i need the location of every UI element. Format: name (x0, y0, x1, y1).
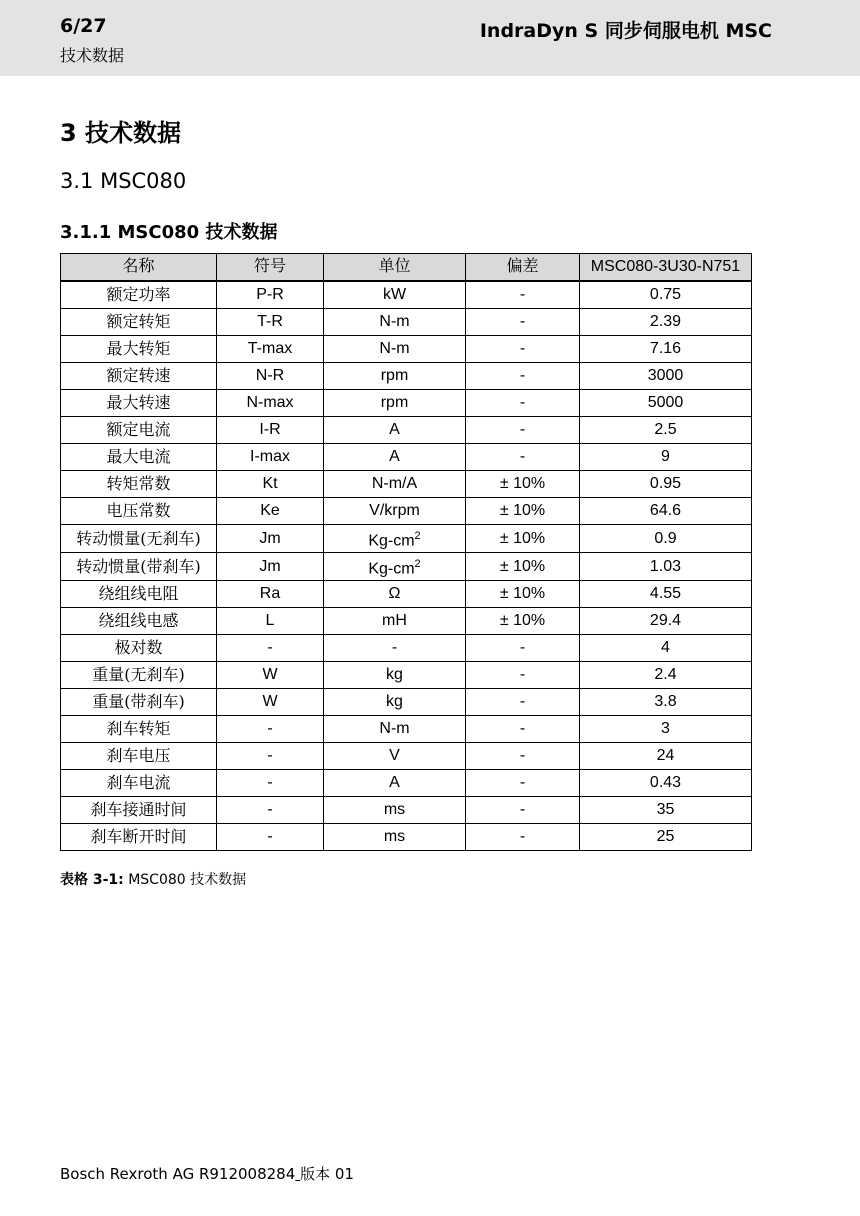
cell-name (61, 824, 217, 851)
cell-unit (324, 689, 466, 716)
cell-value-text: 64.6 (649, 502, 682, 519)
table-row (61, 363, 752, 390)
cell-tolerance-text: ± 10% (499, 585, 546, 602)
table-row (61, 390, 752, 417)
cell-value (580, 716, 752, 743)
cell-tolerance (466, 553, 580, 581)
cell-value-text: 25 (656, 828, 675, 845)
cell-tolerance-text: - (519, 639, 526, 656)
cell-value (580, 363, 752, 390)
cell-value (580, 770, 752, 797)
cell-tolerance (466, 444, 580, 471)
cell-symbol-text: Jm (259, 529, 281, 547)
cell-value-text: 29.4 (649, 612, 682, 629)
cell-tolerance (466, 635, 580, 662)
cell-symbol (217, 525, 324, 553)
cell-unit-text: - (391, 639, 398, 656)
cell-unit (324, 525, 466, 553)
cell-symbol-text: W (262, 666, 278, 683)
cell-tolerance-text: - (519, 448, 526, 465)
cell-tolerance-text: - (519, 367, 526, 384)
cell-name-text: 电压常数 (106, 501, 171, 520)
technical-data-table (60, 253, 752, 851)
cell-value (580, 444, 752, 471)
cell-name-text: 绕组线电阻 (98, 584, 179, 603)
cell-unit-text: N-m (379, 313, 410, 330)
cell-unit-text: A (389, 421, 400, 438)
cell-value-text: 5000 (647, 394, 684, 411)
cell-value (580, 525, 752, 553)
cell-value (580, 309, 752, 336)
cell-name-text: 刹车接通时间 (90, 800, 187, 819)
cell-name-text: 极对数 (114, 638, 163, 657)
cell-value-text: 7.16 (649, 340, 682, 357)
table-row (61, 417, 752, 444)
cell-unit-text: V (389, 747, 400, 764)
table-row (61, 770, 752, 797)
table-row (61, 716, 752, 743)
cell-unit-text: Kg-cm (368, 560, 415, 578)
chapter-heading: 3 技术数据 (60, 119, 182, 147)
cell-name (61, 336, 217, 363)
cell-tolerance (466, 743, 580, 770)
cell-tolerance (466, 770, 580, 797)
cell-unit (324, 498, 466, 525)
cell-unit (324, 471, 466, 498)
cell-unit (324, 553, 466, 581)
column-header-name: 名称 (61, 254, 217, 282)
cell-value-text: 0.43 (649, 774, 682, 791)
cell-value (580, 608, 752, 635)
cell-symbol (217, 363, 324, 390)
cell-tolerance (466, 363, 580, 390)
cell-symbol (217, 581, 324, 608)
cell-tolerance-text: - (519, 313, 526, 330)
page-header (0, 0, 860, 76)
table-row (61, 662, 752, 689)
cell-symbol (217, 635, 324, 662)
cell-value-text: 24 (656, 747, 675, 764)
cell-name-text: 刹车电流 (106, 773, 171, 792)
cell-tolerance-text: - (519, 693, 526, 710)
cell-unit-text: N-m (379, 340, 410, 357)
cell-value-text: 2.39 (649, 313, 682, 330)
cell-value-text: 3.8 (654, 693, 677, 710)
cell-unit-text: Ω (388, 585, 401, 602)
caption-label: 表格 3-1: (60, 872, 124, 888)
cell-symbol-text: P-R (256, 286, 284, 303)
cell-tolerance-text: - (519, 340, 526, 357)
table-row (61, 635, 752, 662)
cell-tolerance-text: - (519, 666, 526, 683)
cell-name (61, 281, 217, 309)
table-header-row (61, 254, 752, 282)
cell-value-text: 9 (661, 448, 670, 465)
cell-symbol (217, 498, 324, 525)
cell-symbol (217, 716, 324, 743)
cell-value (580, 797, 752, 824)
footer-edition: 版本 01 (300, 1165, 354, 1183)
cell-tolerance (466, 716, 580, 743)
cell-tolerance-text: - (519, 801, 526, 818)
cell-name (61, 608, 217, 635)
cell-tolerance (466, 390, 580, 417)
cell-unit-text: N-m (379, 720, 410, 737)
cell-symbol (217, 390, 324, 417)
cell-name (61, 417, 217, 444)
cell-name (61, 525, 217, 553)
cell-name (61, 662, 217, 689)
cell-unit (324, 635, 466, 662)
cell-symbol (217, 471, 324, 498)
cell-unit-text: V/krpm (369, 502, 420, 519)
unit-superscript: 2 (414, 529, 421, 542)
footer-publisher: Bosch Rexroth AG R912008284 (60, 1165, 296, 1183)
cell-symbol (217, 336, 324, 363)
cell-name (61, 498, 217, 525)
cell-tolerance-text: ± 10% (499, 557, 546, 575)
cell-name-text: 绕组线电感 (98, 611, 179, 630)
cell-tolerance-text: ± 10% (499, 475, 546, 492)
cell-value (580, 281, 752, 309)
cell-unit-text: kg (386, 693, 403, 710)
cell-value-text: 0.9 (654, 529, 677, 547)
cell-name (61, 716, 217, 743)
cell-name (61, 743, 217, 770)
cell-name-text: 最大电流 (106, 447, 171, 466)
unit-superscript: 2 (414, 557, 421, 570)
cell-name-text: 刹车电压 (106, 746, 171, 765)
cell-unit-text: N-m/A (371, 475, 418, 492)
cell-unit-text: rpm (380, 367, 409, 384)
cell-unit (324, 824, 466, 851)
cell-unit (324, 743, 466, 770)
cell-tolerance (466, 581, 580, 608)
cell-name (61, 363, 217, 390)
cell-tolerance (466, 689, 580, 716)
cell-symbol-text: Jm (259, 557, 281, 575)
cell-symbol-text: I-R (259, 421, 281, 438)
cell-symbol-text: Kt (262, 475, 278, 492)
table-body (61, 281, 752, 851)
cell-name-text: 转动惯量(带刹车) (76, 556, 201, 576)
cell-name (61, 309, 217, 336)
cell-value (580, 471, 752, 498)
table-row (61, 336, 752, 363)
cell-name (61, 444, 217, 471)
cell-value-text: 3 (661, 720, 670, 737)
cell-unit-text: mH (382, 612, 407, 629)
cell-tolerance (466, 498, 580, 525)
cell-name-text: 刹车断开时间 (90, 827, 187, 846)
cell-symbol (217, 824, 324, 851)
cell-unit (324, 363, 466, 390)
cell-tolerance (466, 417, 580, 444)
cell-name (61, 553, 217, 581)
cell-unit-text: ms (383, 801, 406, 818)
cell-symbol (217, 417, 324, 444)
cell-value (580, 662, 752, 689)
cell-unit-text: A (389, 448, 400, 465)
cell-tolerance-text: - (519, 828, 526, 845)
cell-unit (324, 390, 466, 417)
cell-symbol (217, 743, 324, 770)
cell-value-text: 0.95 (649, 475, 682, 492)
cell-name (61, 471, 217, 498)
cell-symbol (217, 309, 324, 336)
cell-unit (324, 608, 466, 635)
table-caption (60, 869, 246, 889)
cell-tolerance-text: - (519, 747, 526, 764)
cell-value (580, 581, 752, 608)
cell-tolerance (466, 281, 580, 309)
caption-text: MSC080 技术数据 (128, 872, 247, 888)
cell-unit-text: ms (383, 828, 406, 845)
cell-tolerance-text: - (519, 286, 526, 303)
cell-value (580, 743, 752, 770)
table-row (61, 608, 752, 635)
cell-unit (324, 417, 466, 444)
cell-unit-text: kW (382, 286, 407, 303)
cell-tolerance-text: - (519, 394, 526, 411)
cell-symbol-text: N-max (246, 394, 294, 411)
cell-tolerance (466, 309, 580, 336)
cell-unit (324, 662, 466, 689)
cell-value-text: 1.03 (649, 557, 682, 575)
cell-symbol-text: - (267, 747, 273, 764)
cell-name-text: 重量(无刹车) (92, 665, 185, 684)
cell-value (580, 390, 752, 417)
section-name: 技术数据 (60, 46, 125, 65)
cell-symbol-text: - (267, 720, 273, 737)
cell-name-text: 额定转速 (106, 366, 171, 385)
cell-symbol-text: - (267, 774, 273, 791)
cell-name-text: 刹车转矩 (106, 719, 171, 738)
cell-symbol (217, 553, 324, 581)
cell-unit (324, 336, 466, 363)
cell-value-text: 2.5 (654, 421, 677, 438)
cell-value-text: 4.55 (649, 585, 682, 602)
cell-value (580, 417, 752, 444)
cell-symbol-text: - (267, 801, 273, 818)
page-number: 6/27 (60, 15, 107, 37)
cell-unit-text: kg (386, 666, 403, 683)
table-row (61, 309, 752, 336)
cell-symbol-text: Ra (259, 585, 281, 602)
cell-name-text: 额定功率 (106, 285, 171, 304)
cell-symbol-text: - (267, 828, 273, 845)
cell-symbol (217, 662, 324, 689)
cell-name-text: 额定转矩 (106, 312, 171, 331)
cell-value-text: 4 (661, 639, 670, 656)
cell-tolerance-text: ± 10% (499, 529, 546, 547)
cell-tolerance (466, 662, 580, 689)
cell-tolerance-text: - (519, 774, 526, 791)
cell-value-text: 2.4 (654, 666, 677, 683)
cell-tolerance-text: - (519, 421, 526, 438)
cell-symbol (217, 689, 324, 716)
cell-value (580, 498, 752, 525)
cell-name-text: 额定电流 (106, 420, 171, 439)
table-row (61, 553, 752, 581)
cell-unit-text: rpm (380, 394, 409, 411)
cell-name-text: 转动惯量(无刹车) (76, 528, 201, 548)
cell-unit-text: Kg-cm (368, 532, 415, 550)
table-row (61, 498, 752, 525)
cell-unit (324, 716, 466, 743)
table-row (61, 281, 752, 309)
cell-symbol-text: - (267, 639, 273, 656)
cell-value-text: 0.75 (649, 286, 682, 303)
cell-name (61, 581, 217, 608)
cell-symbol (217, 608, 324, 635)
table-row (61, 525, 752, 553)
cell-tolerance-text: ± 10% (499, 502, 546, 519)
table-row (61, 689, 752, 716)
cell-unit (324, 770, 466, 797)
cell-name (61, 635, 217, 662)
cell-symbol (217, 281, 324, 309)
cell-unit (324, 444, 466, 471)
cell-value (580, 689, 752, 716)
cell-value (580, 824, 752, 851)
cell-symbol-text: Ke (260, 502, 280, 519)
cell-name-text: 最大转速 (106, 393, 171, 412)
column-header-model: MSC080-3U30-N751 (580, 254, 752, 282)
cell-symbol (217, 444, 324, 471)
cell-symbol-text: I-max (250, 448, 290, 465)
cell-name (61, 770, 217, 797)
cell-unit (324, 309, 466, 336)
page-footer (60, 1163, 354, 1184)
cell-symbol-text: T-R (257, 313, 283, 330)
cell-tolerance (466, 471, 580, 498)
cell-name-text: 最大转矩 (106, 339, 171, 358)
subsection-heading: 3.1.1 MSC080 技术数据 (60, 222, 278, 243)
cell-name (61, 390, 217, 417)
table-row (61, 471, 752, 498)
cell-symbol-text: W (262, 693, 278, 710)
cell-tolerance (466, 608, 580, 635)
section-heading: 3.1 MSC080 (60, 169, 187, 193)
cell-value (580, 635, 752, 662)
cell-symbol-text: T-max (247, 340, 293, 357)
cell-value (580, 553, 752, 581)
cell-symbol-text: L (265, 612, 275, 629)
cell-unit (324, 581, 466, 608)
table-row (61, 797, 752, 824)
cell-value (580, 336, 752, 363)
column-header-tolerance: 偏差 (466, 254, 580, 282)
table-row (61, 824, 752, 851)
cell-name (61, 797, 217, 824)
cell-symbol-text: N-R (255, 367, 285, 384)
cell-unit-text: A (389, 774, 400, 791)
cell-tolerance (466, 336, 580, 363)
column-header-unit: 单位 (324, 254, 466, 282)
cell-tolerance (466, 525, 580, 553)
cell-unit (324, 281, 466, 309)
cell-tolerance (466, 824, 580, 851)
cell-tolerance-text: - (519, 720, 526, 737)
cell-symbol (217, 770, 324, 797)
cell-unit (324, 797, 466, 824)
document-title: IndraDyn S 同步伺服电机 MSC (479, 20, 772, 42)
cell-tolerance-text: ± 10% (499, 612, 546, 629)
cell-name-text: 重量(带刹车) (92, 692, 185, 711)
cell-name-text: 转矩常数 (106, 474, 171, 493)
cell-value-text: 35 (656, 801, 675, 818)
cell-value-text: 3000 (647, 367, 684, 384)
table-row (61, 444, 752, 471)
table-row (61, 743, 752, 770)
cell-name (61, 689, 217, 716)
table-row (61, 581, 752, 608)
cell-tolerance (466, 797, 580, 824)
cell-symbol (217, 797, 324, 824)
column-header-symbol: 符号 (217, 254, 324, 282)
